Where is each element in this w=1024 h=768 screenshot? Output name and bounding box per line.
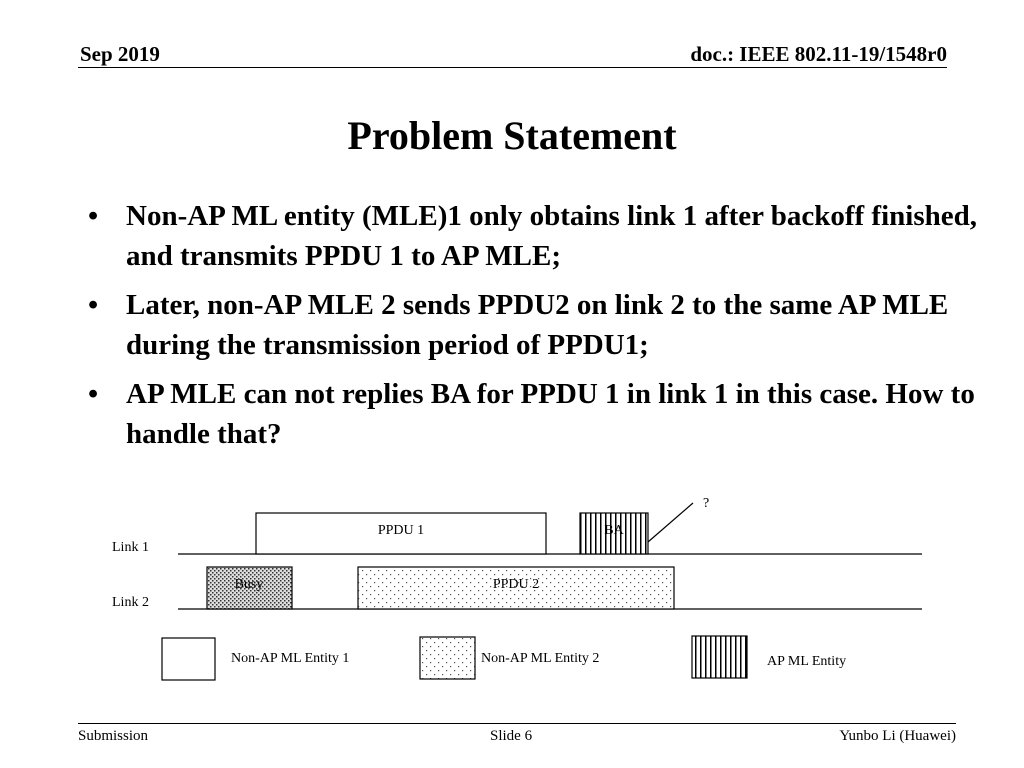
- bullet-text: Non-AP ML entity (MLE)1 only obtains link 1 after backoff finished, and transmits PPDU 1 to AP MLE;: [126, 200, 977, 272]
- legend-swatch-entity1: [162, 638, 215, 680]
- slide-title: Problem Statement: [347, 113, 677, 158]
- link1-label: Link 1: [112, 540, 149, 555]
- busy-label: Busy: [234, 577, 264, 592]
- footer-slide-number: Slide 6: [490, 728, 533, 744]
- legend-swatch-entity2: [420, 637, 475, 679]
- bullet-dot: •: [88, 289, 99, 321]
- bullet-text: Later, non-AP MLE 2 sends PPDU2 on link 2 to the same AP MLE during the transmission period of PPDU1;: [126, 289, 949, 361]
- callout-line: [648, 503, 693, 542]
- ba-label: BA: [604, 523, 624, 538]
- question-mark: ?: [703, 496, 710, 511]
- legend-label-entity2: Non-AP ML Entity 2: [481, 651, 600, 666]
- legend-swatch-ap: [692, 636, 747, 678]
- bullet-dot: •: [88, 200, 99, 232]
- ppdu2-label: PPDU 2: [492, 577, 540, 592]
- legend-label-ap: AP ML Entity: [767, 654, 847, 669]
- footer-divider: [78, 723, 956, 724]
- header-date: Sep 2019: [80, 42, 160, 66]
- footer-submission: Submission: [78, 728, 149, 744]
- bullet-dot: •: [88, 378, 99, 410]
- ppdu1-label: PPDU 1: [377, 523, 425, 538]
- legend-label-entity1: Non-AP ML Entity 1: [231, 651, 350, 666]
- link2-label: Link 2: [112, 595, 149, 610]
- header-doc-id: doc.: IEEE 802.11-19/1548r0: [690, 42, 947, 66]
- bullet-text: AP MLE can not replies BA for PPDU 1 in link 1 in this case. How to handle that?: [126, 378, 975, 450]
- footer-author: Yunbo Li (Huawei): [839, 728, 956, 744]
